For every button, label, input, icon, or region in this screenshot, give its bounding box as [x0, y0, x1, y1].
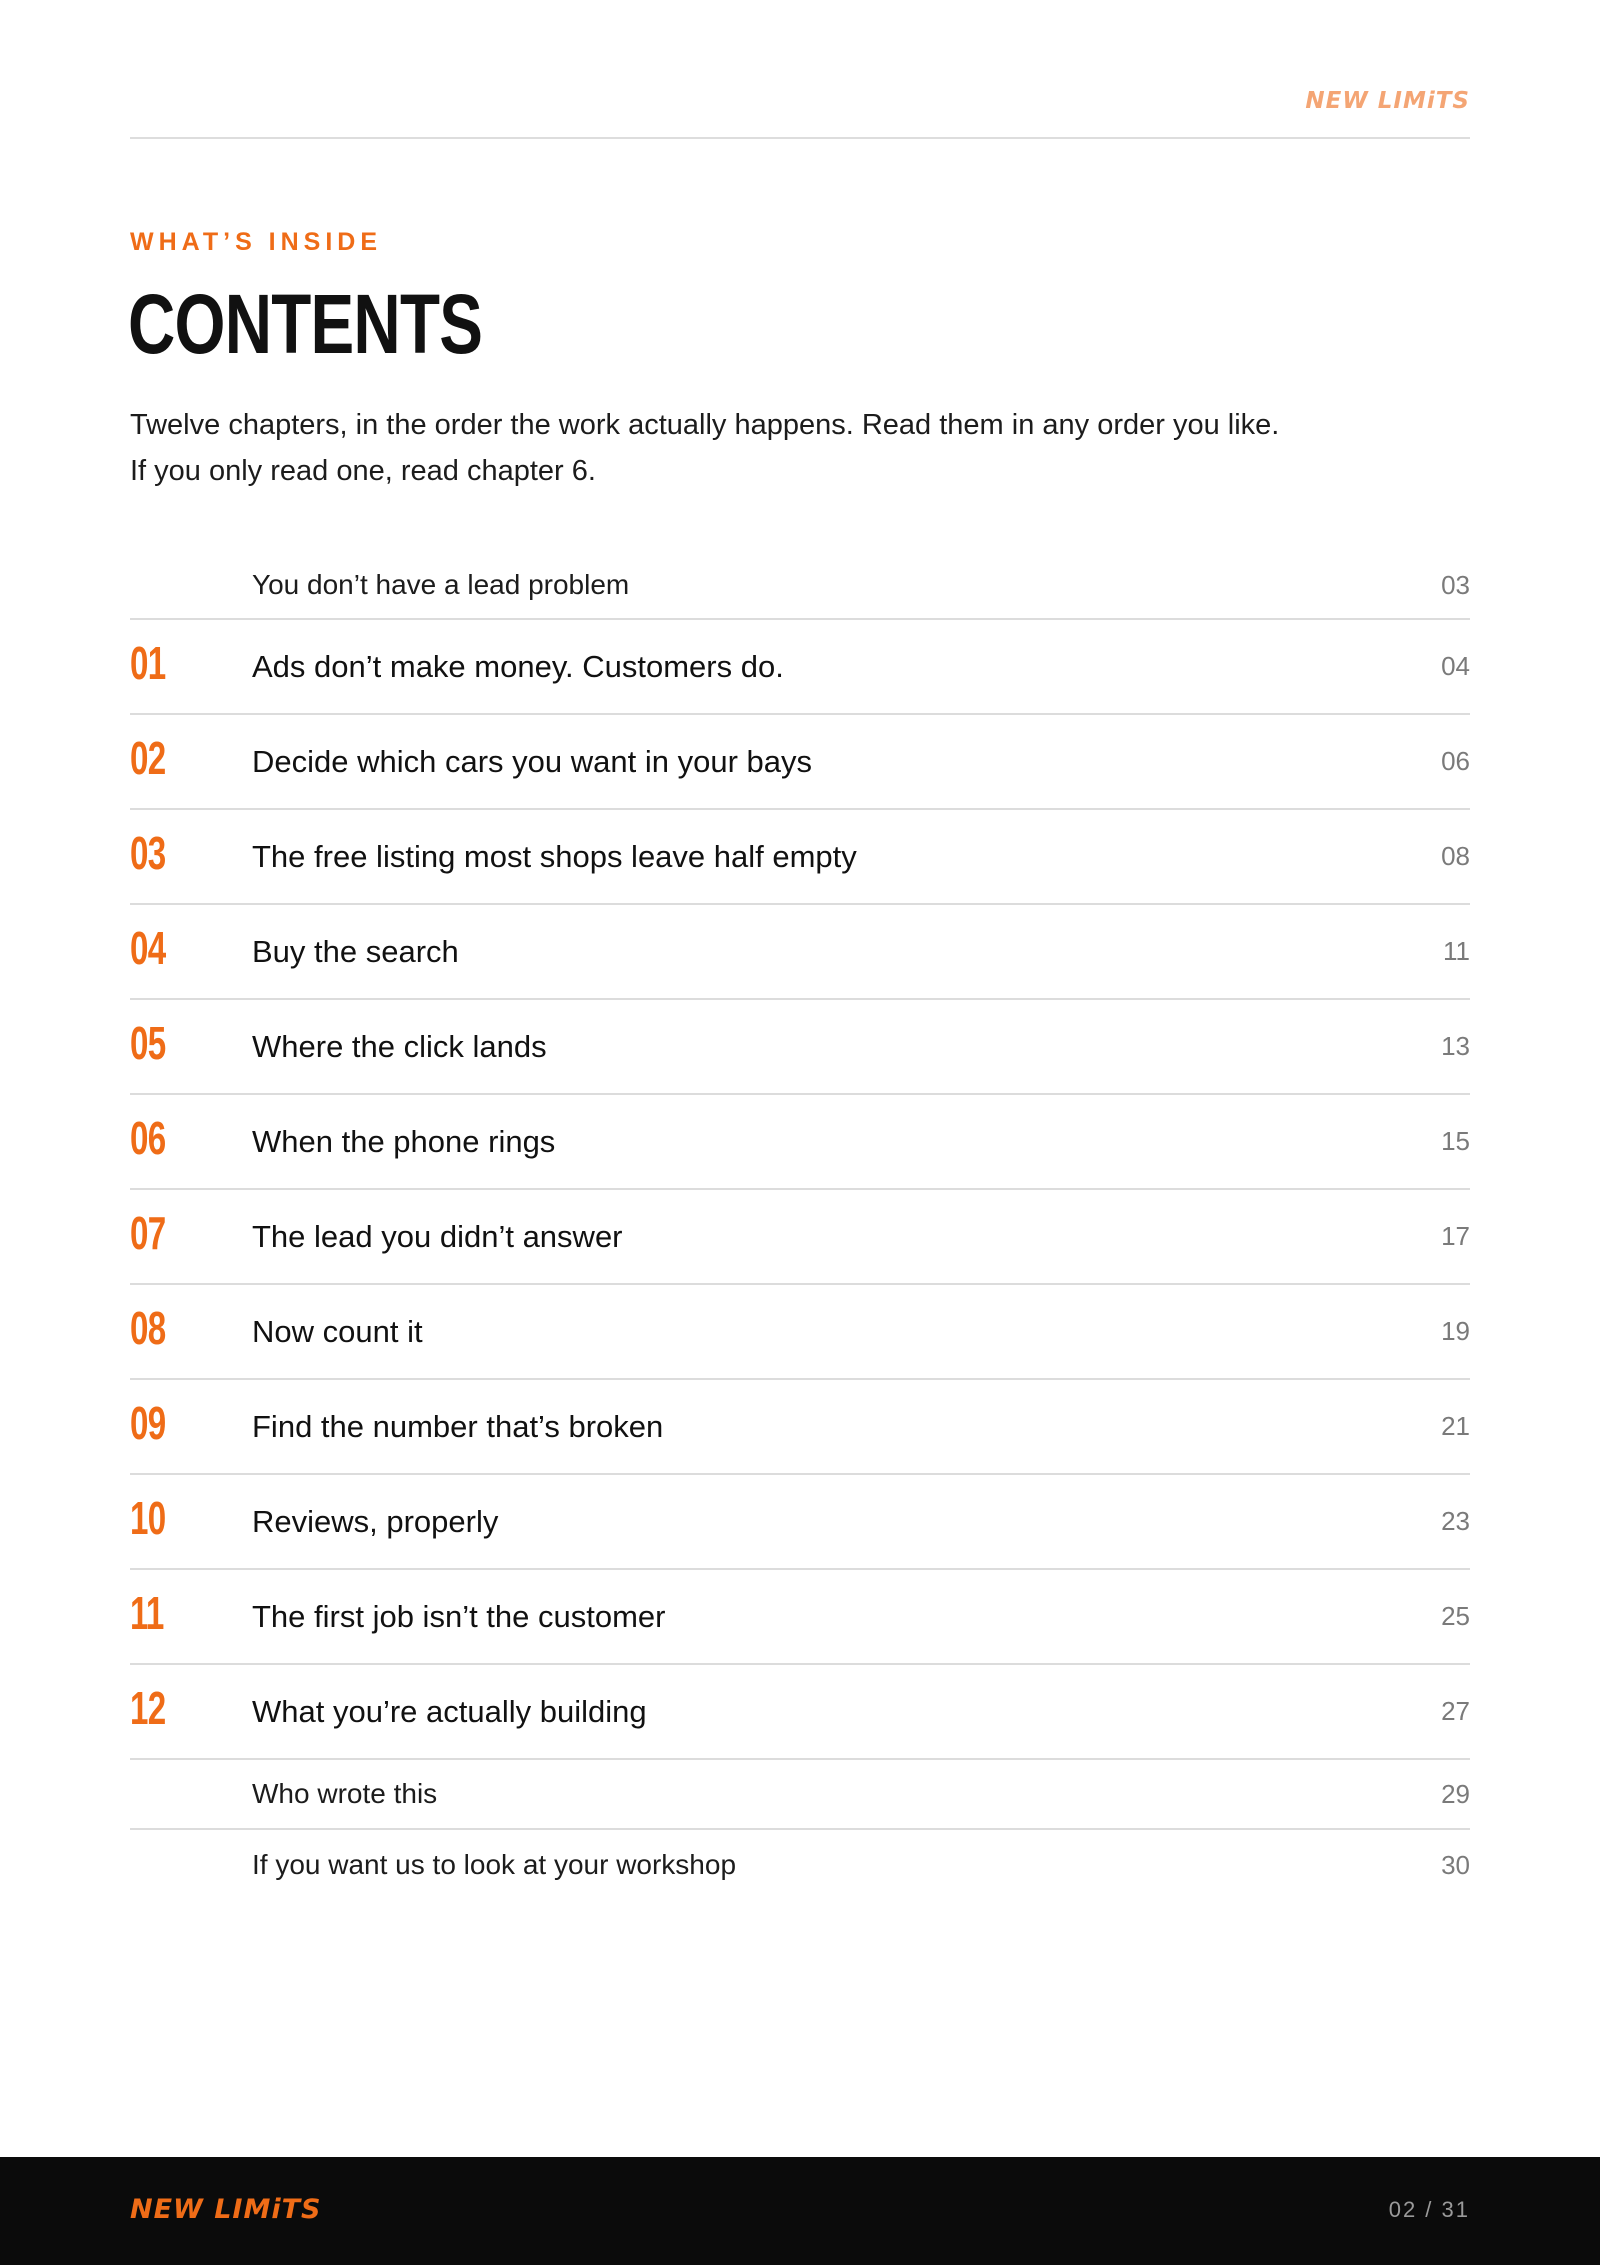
footer-brand-logo: NEW LIMiTS [130, 2194, 322, 2225]
toc-entry-title: Buy the search [252, 933, 459, 969]
toc-page-number: 11 [1443, 936, 1470, 966]
toc-entry-chapter-06[interactable] [130, 1095, 1470, 1190]
page-title: CONTENTS [128, 277, 483, 371]
table-of-contents [130, 552, 1470, 1900]
toc-page-number: 04 [1441, 651, 1470, 681]
toc-chapter-number: 02 [130, 731, 166, 784]
toc-entry-chapter-05[interactable] [130, 1000, 1470, 1095]
toc-page-number: 15 [1441, 1126, 1470, 1156]
section-eyebrow: WHAT’S INSIDE [130, 228, 383, 256]
toc-entry-chapter-04[interactable] [130, 905, 1470, 1000]
toc-entry-chapter-07[interactable] [130, 1190, 1470, 1285]
toc-entry-chapter-11[interactable] [130, 1570, 1470, 1665]
intro-paragraph: Twelve chapters, in the order the work actually happens. Read them in any order you like. If you only read one, read chapter 6. [130, 409, 1280, 487]
toc-entry-title: Ads don’t make money. Customers do. [252, 648, 784, 684]
toc-entry-title: Who wrote this [252, 1778, 438, 1809]
toc-page-number: 23 [1441, 1506, 1470, 1536]
toc-chapter-number: 11 [130, 1586, 164, 1639]
toc-entry-title: You don’t have a lead problem [252, 569, 630, 600]
toc-page-number: 30 [1441, 1849, 1470, 1880]
toc-entry-intro[interactable] [130, 552, 1470, 620]
toc-entry-chapter-03[interactable] [130, 810, 1470, 905]
toc-entry-about-author[interactable] [130, 1760, 1470, 1830]
toc-entry-title: The free listing most shops leave half empty [252, 838, 857, 874]
toc-entry-title: The lead you didn’t answer [252, 1218, 623, 1254]
header-divider [130, 137, 1470, 139]
toc-page-number: 29 [1441, 1778, 1470, 1809]
toc-page-number: 17 [1441, 1221, 1470, 1251]
toc-chapter-number: 09 [130, 1396, 166, 1449]
toc-page-number: 03 [1441, 569, 1470, 600]
toc-page-number: 13 [1441, 1031, 1470, 1061]
toc-chapter-number: 06 [130, 1111, 166, 1164]
toc-page-number: 06 [1441, 746, 1470, 776]
toc-entry-title: Now count it [252, 1313, 423, 1349]
toc-chapter-number: 07 [130, 1206, 166, 1259]
toc-entry-title: Decide which cars you want in your bays [252, 743, 812, 779]
toc-chapter-number: 12 [130, 1681, 166, 1734]
toc-entry-chapter-08[interactable] [130, 1285, 1470, 1380]
toc-chapter-number: 03 [130, 826, 166, 879]
toc-chapter-number: 10 [130, 1491, 166, 1544]
toc-entry-title: Find the number that’s broken [252, 1408, 664, 1444]
toc-page-number: 19 [1441, 1316, 1470, 1346]
toc-page-number: 27 [1441, 1696, 1470, 1726]
toc-chapter-number: 01 [130, 636, 166, 689]
footer-page-indicator: 02 / 31 [1388, 2197, 1470, 2222]
toc-chapter-number: 05 [130, 1016, 166, 1069]
header-brand-logo: NEW LIMiTS [1305, 88, 1470, 114]
toc-entry-chapter-02[interactable] [130, 715, 1470, 810]
toc-entry-title: If you want us to look at your workshop [252, 1849, 737, 1880]
toc-chapter-number: 08 [130, 1301, 166, 1354]
toc-chapter-number: 04 [130, 921, 166, 974]
toc-entry-title: Where the click lands [252, 1028, 547, 1064]
toc-entry-chapter-12[interactable] [130, 1665, 1470, 1760]
toc-entry-title: When the phone rings [252, 1123, 556, 1159]
toc-page-number: 21 [1441, 1411, 1470, 1441]
toc-page-number: 25 [1441, 1601, 1470, 1631]
toc-entry-chapter-10[interactable] [130, 1475, 1470, 1570]
toc-entry-chapter-01[interactable] [130, 620, 1470, 715]
toc-page-number: 08 [1441, 841, 1470, 871]
toc-entry-title: Reviews, properly [252, 1503, 499, 1539]
toc-entry-title: What you’re actually building [252, 1693, 647, 1729]
toc-entry-contact[interactable] [130, 1830, 1470, 1900]
page-footer [0, 2157, 1600, 2265]
toc-entry-chapter-09[interactable] [130, 1380, 1470, 1475]
toc-entry-title: The first job isn’t the customer [252, 1598, 666, 1634]
